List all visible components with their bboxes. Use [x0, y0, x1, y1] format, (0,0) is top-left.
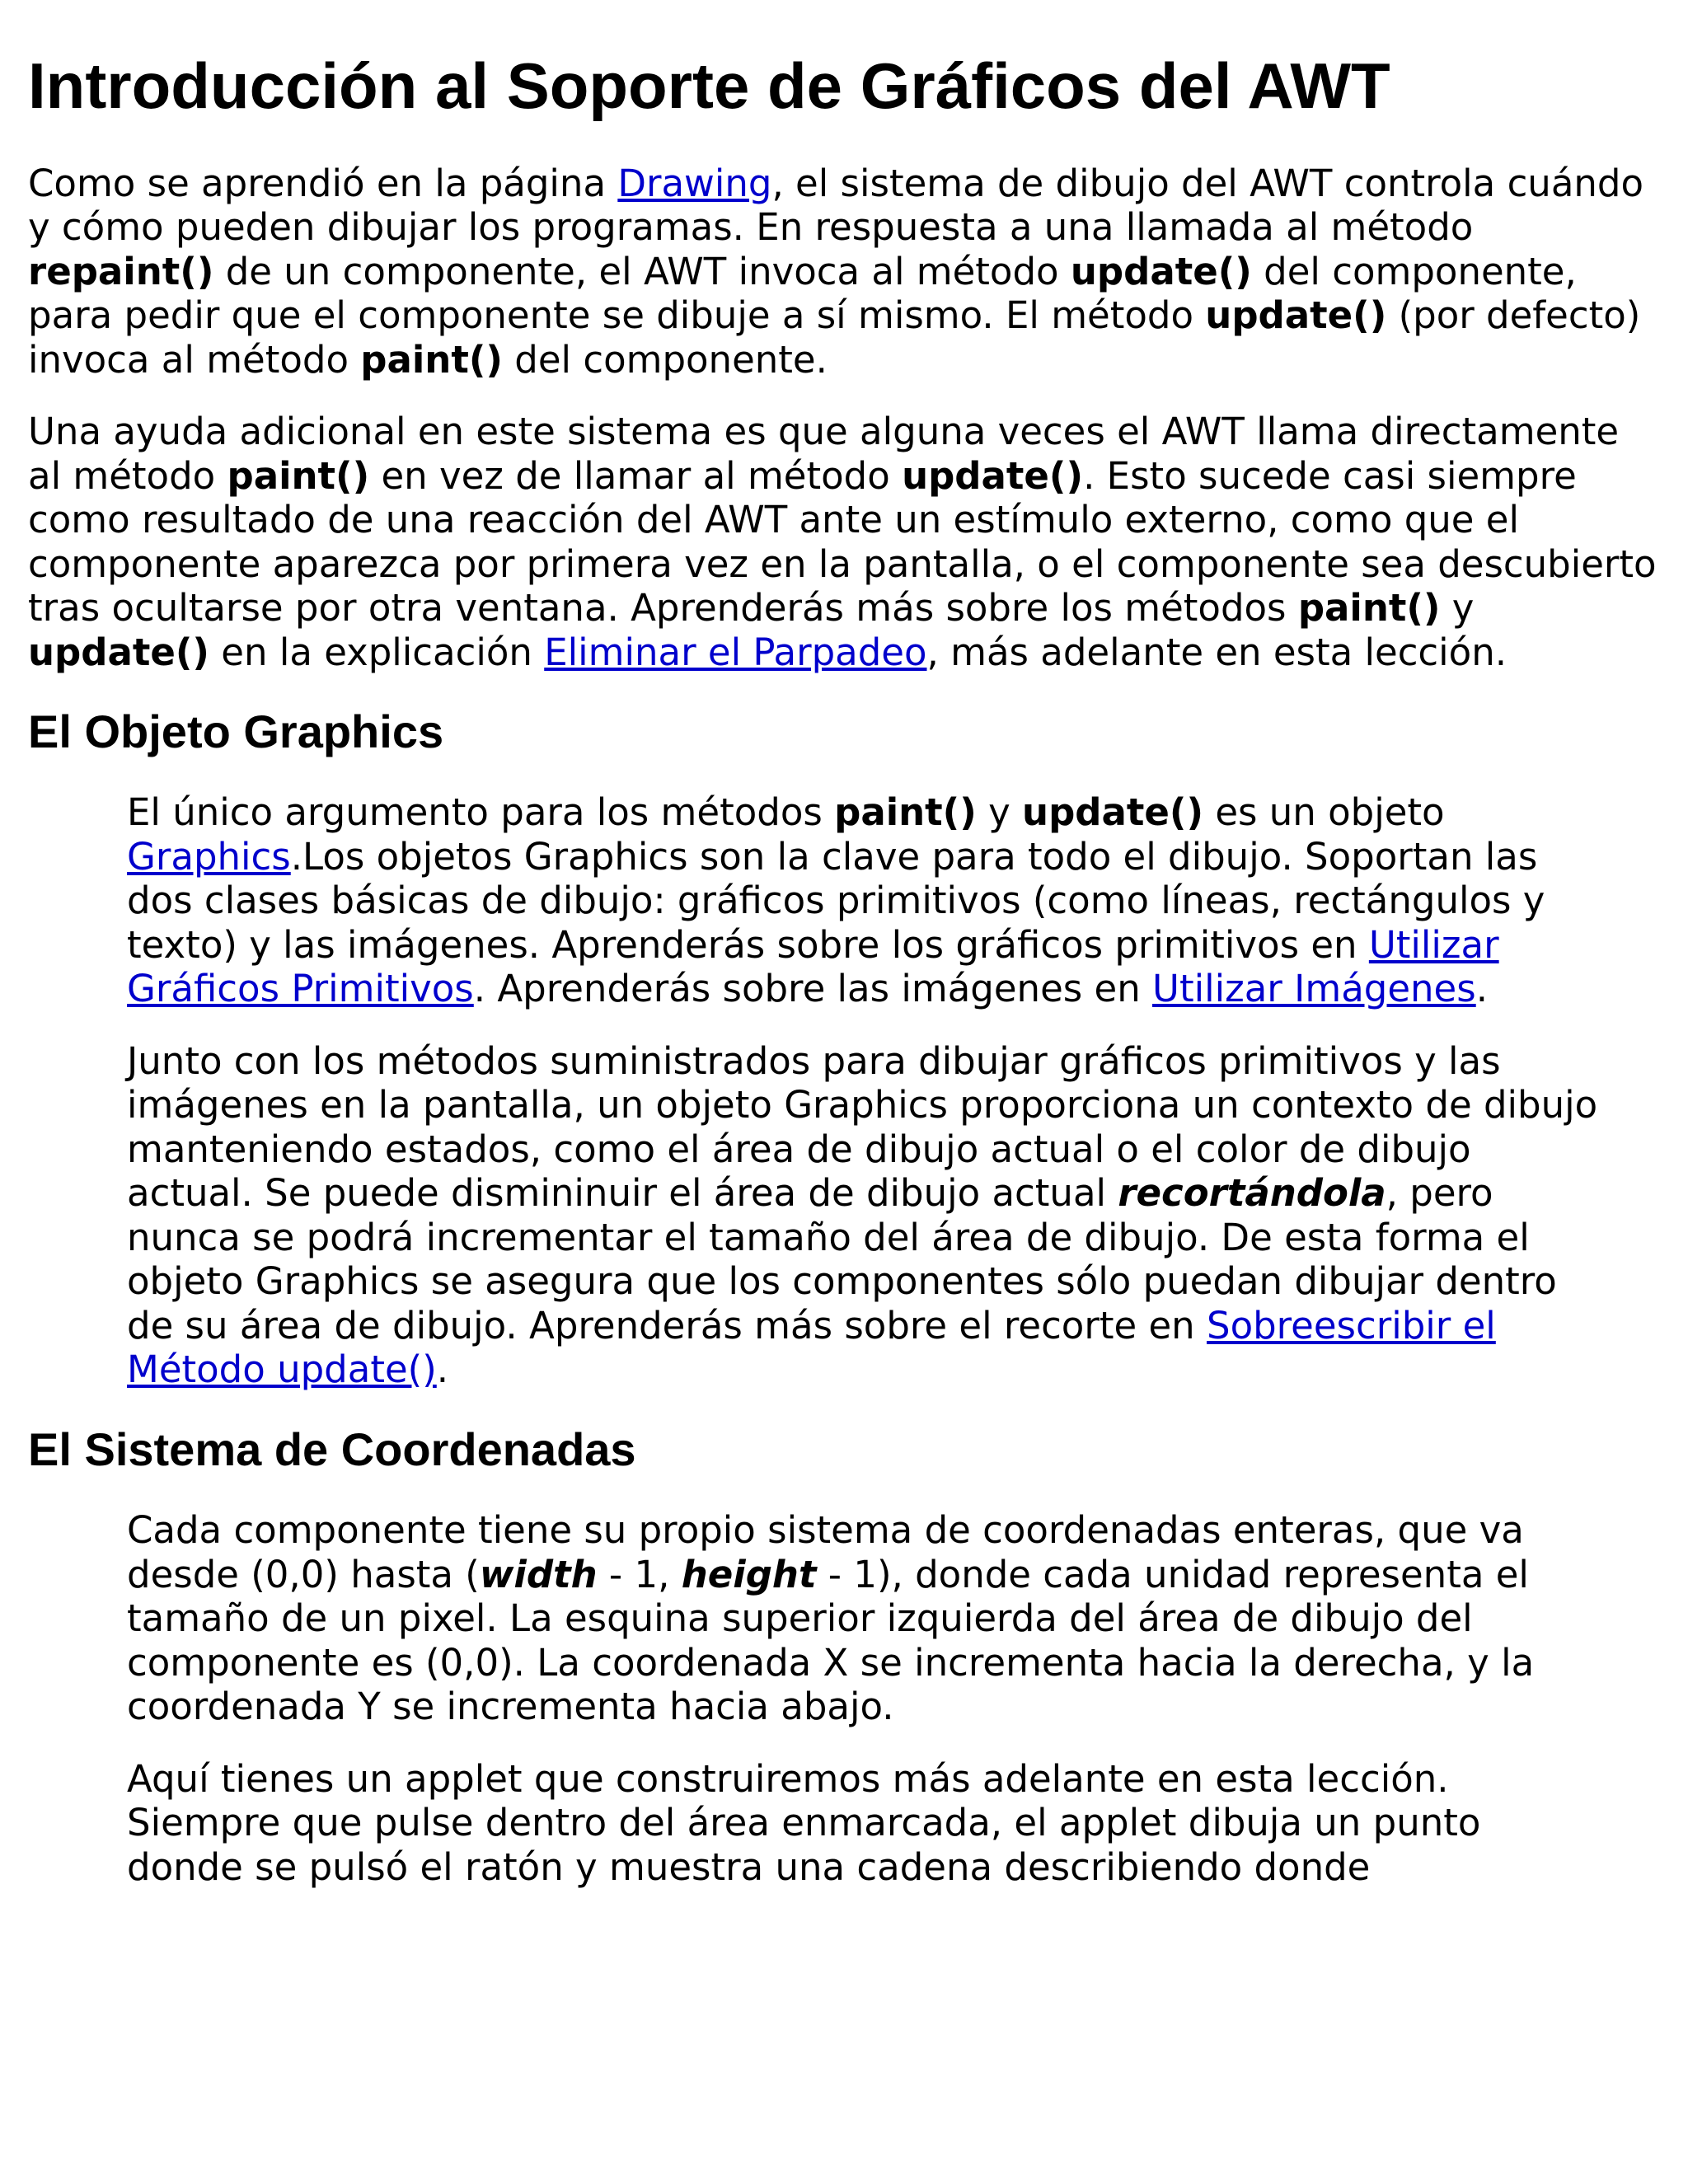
text-run: del componente.: [502, 337, 828, 382]
text-run: Como se aprendió en la página: [28, 161, 618, 205]
text-run: , el sistema de dibujo del AWT controla cuándo y cómo pueden dibujar los programas. En respuesta a una llamada al método: [28, 161, 1644, 250]
document-page: [28, 33, 1660, 1917]
text-run: .Los objetos Graphics son la clave para todo el dibujo. Soportan las dos clases básicas de dibujo: gráficos primitivos (como líneas, rectángulos y texto) y las imágenes. Aprenderás sobre los gráficos primitivos en: [127, 834, 1545, 967]
code-term: paint(): [834, 790, 977, 835]
code-term: update(): [1070, 249, 1252, 293]
text-run: es un objeto: [1203, 790, 1445, 835]
text-run: . Esto sucede casi siempre como resultado de una reacción del AWT ante un estímulo externo, como que el componente aparezca por primera vez en la pantalla, o el componente sea descubierto tras ocultarse por otra ventana. Aprenderás más sobre los métodos: [28, 453, 1657, 630]
link-utilizar-imagenes[interactable]: Utilizar Imágenes: [1152, 967, 1476, 1011]
text-run: . Aprenderás sobre las imágenes en: [473, 967, 1153, 1011]
graphics-paragraph-2: [127, 1039, 1602, 1392]
text-run: - 1), donde cada unidad representa el tamaño de un pixel. La esquina superior izquierda del área de dibujo del componente es (0,0). La coordenada X se incrementa hacia la derecha, y la coordenada Y se incrementa hacia abajo.: [127, 1552, 1535, 1729]
text-run: de un componente, el AWT invoca al método: [213, 249, 1071, 293]
section-heading-coordinates: El Sistema de Coordenadas: [28, 1422, 636, 1475]
text-run: - 1,: [597, 1552, 682, 1596]
code-term: paint(): [1297, 586, 1441, 630]
graphics-paragraph-1: [127, 790, 1602, 1011]
link-sobreescribir-update[interactable]: Sobreescribir el Método update(): [127, 1303, 1496, 1392]
coords-paragraph-2: [127, 1757, 1602, 1890]
code-term: repaint(): [28, 249, 214, 293]
text-run: y: [976, 790, 1023, 835]
code-term: update(): [1205, 293, 1387, 338]
text-run: , más adelante en esta lección.: [926, 630, 1507, 674]
text-run: Junto con los métodos suministrados para dibujar gráficos primitivos y las imágenes en la pantalla, un objeto Graphics proporciona un contexto de dibujo manteniendo estados, como el área de dibujo actual o el color de dibujo actual. Se puede dismininuir el área de dibujo actual: [127, 1038, 1598, 1216]
link-eliminar-parpadeo[interactable]: Eliminar el Parpadeo: [544, 630, 927, 674]
text-run: Una ayuda adicional en este sistema es que alguna veces el AWT llama directamente al método: [28, 410, 1620, 498]
text-run: (por defecto) invoca al método: [28, 293, 1641, 382]
page-title: Introducción al Soporte de Gráficos del AWT: [28, 49, 1390, 122]
text-run: Cada componente tiene su propio sistema de coordenadas enteras, que va desde (0,0) hasta (: [127, 1508, 1524, 1596]
link-graphics[interactable]: Graphics: [127, 834, 291, 879]
code-term: update(): [1022, 790, 1204, 835]
text-run: .: [436, 1347, 449, 1392]
text-run: en la explicación: [209, 630, 545, 674]
link-drawing[interactable]: Drawing: [617, 161, 772, 205]
code-term: paint(): [227, 453, 370, 498]
emphasis-term: width: [479, 1552, 598, 1596]
code-term: update(): [28, 630, 209, 674]
code-term: update(): [902, 453, 1084, 498]
text-run: El único argumento para los métodos: [127, 790, 835, 835]
code-term: paint(): [360, 337, 503, 382]
text-run: en vez de llamar al método: [369, 453, 903, 498]
section-heading-graphics: El Objeto Graphics: [28, 705, 444, 758]
intro-paragraph-2: [28, 410, 1660, 674]
emphasis-term: height: [681, 1552, 817, 1596]
link-utilizar-graficos-primitivos[interactable]: Utilizar Gráficos Primitivos: [127, 922, 1499, 1011]
text-run: del componente, para pedir que el componente se dibuje a sí mismo. El método: [28, 249, 1577, 338]
text-run: , pero nunca se podrá incrementar el tamaño del área de dibujo. De esta forma el objeto Graphics se asegura que los componentes sólo puedan dibujar dentro de su área de dibujo. Aprenderás más sobre el recorte en: [127, 1171, 1557, 1347]
coords-paragraph-1: [127, 1508, 1602, 1729]
intro-paragraph-1: [28, 162, 1660, 382]
text-run: Aquí tienes un applet que construiremos más adelante en esta lección. Siempre que pulse dentro del área enmarcada, el applet dibuja un punto donde se pulsó el ratón y muestra una cadena describiendo donde: [127, 1756, 1481, 1889]
text-run: y: [1440, 586, 1475, 630]
text-run: .: [1475, 967, 1489, 1011]
emphasis-term: recortándola: [1118, 1171, 1386, 1216]
